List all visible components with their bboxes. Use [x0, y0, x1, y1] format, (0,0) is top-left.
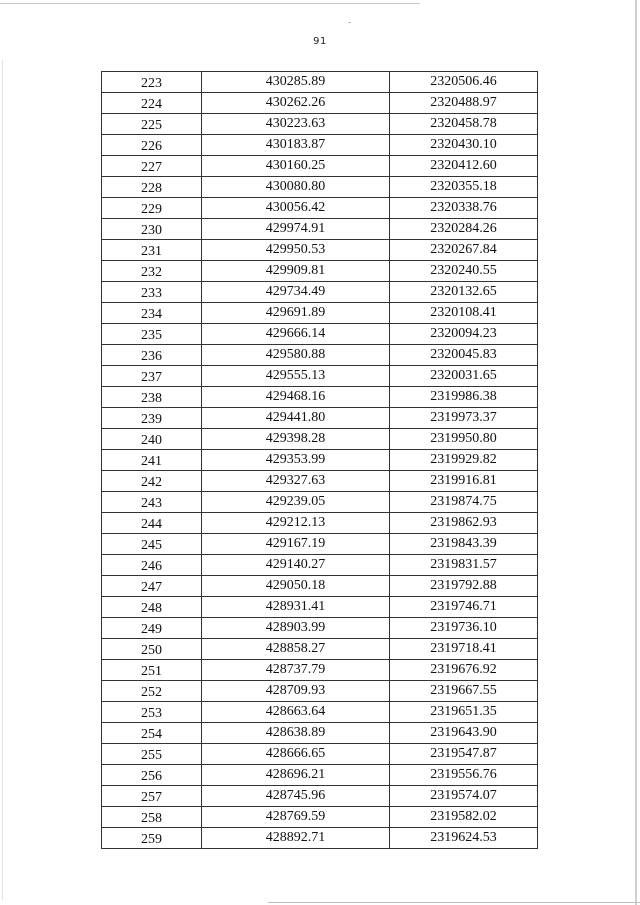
table-row — [102, 261, 538, 282]
point-number-cell: 231 — [102, 240, 202, 261]
x-coordinate-cell: 429950.53 — [202, 240, 390, 261]
y-coordinate-cell: 2319736.10 — [390, 618, 538, 639]
table-row — [102, 597, 538, 618]
x-coordinate-cell: 429734.49 — [202, 282, 390, 303]
x-coordinate-cell: 428892.71 — [202, 828, 390, 849]
x-coordinate-cell: 429691.89 — [202, 303, 390, 324]
point-number-cell: 254 — [102, 723, 202, 744]
table-row — [102, 408, 538, 429]
y-coordinate-cell: 2319973.37 — [390, 408, 538, 429]
point-number-cell: 255 — [102, 744, 202, 765]
scan-border-left — [2, 60, 3, 900]
x-coordinate-cell: 428931.41 — [202, 597, 390, 618]
x-coordinate-cell: 430223.63 — [202, 114, 390, 135]
point-number-cell: 234 — [102, 303, 202, 324]
y-coordinate-cell: 2320267.84 — [390, 240, 538, 261]
point-number-cell: 247 — [102, 576, 202, 597]
point-number-cell: 249 — [102, 618, 202, 639]
x-coordinate-cell: 428745.96 — [202, 786, 390, 807]
x-coordinate-cell: 429353.99 — [202, 450, 390, 471]
x-coordinate-cell: 429555.13 — [202, 366, 390, 387]
y-coordinate-cell: 2319929.82 — [390, 450, 538, 471]
x-coordinate-cell: 429167.19 — [202, 534, 390, 555]
point-number-cell: 250 — [102, 639, 202, 660]
x-coordinate-cell: 430285.89 — [202, 72, 390, 93]
point-number-cell: 253 — [102, 702, 202, 723]
y-coordinate-cell: 2320045.83 — [390, 345, 538, 366]
point-number-cell: 246 — [102, 555, 202, 576]
scan-border-bottom — [268, 902, 640, 903]
x-coordinate-cell: 429140.27 — [202, 555, 390, 576]
table-row — [102, 387, 538, 408]
table-row — [102, 198, 538, 219]
y-coordinate-cell: 2319986.38 — [390, 387, 538, 408]
y-coordinate-cell: 2319547.87 — [390, 744, 538, 765]
y-coordinate-cell: 2320458.78 — [390, 114, 538, 135]
table-row — [102, 576, 538, 597]
y-coordinate-cell: 2319624.53 — [390, 828, 538, 849]
table-row — [102, 681, 538, 702]
x-coordinate-cell: 429441.80 — [202, 408, 390, 429]
table-row — [102, 240, 538, 261]
x-coordinate-cell: 428663.64 — [202, 702, 390, 723]
y-coordinate-cell: 2320031.65 — [390, 366, 538, 387]
y-coordinate-cell: 2320412.60 — [390, 156, 538, 177]
scan-speck — [348, 22, 351, 23]
y-coordinate-cell: 2319950.80 — [390, 429, 538, 450]
coordinates-table — [101, 71, 538, 849]
point-number-cell: 224 — [102, 93, 202, 114]
table-row — [102, 450, 538, 471]
table-row — [102, 513, 538, 534]
table-row — [102, 639, 538, 660]
point-number-cell: 241 — [102, 450, 202, 471]
point-number-cell: 230 — [102, 219, 202, 240]
point-number-cell: 245 — [102, 534, 202, 555]
x-coordinate-cell: 428696.21 — [202, 765, 390, 786]
point-number-cell: 235 — [102, 324, 202, 345]
x-coordinate-cell: 429398.28 — [202, 429, 390, 450]
x-coordinate-cell: 429580.88 — [202, 345, 390, 366]
table-row — [102, 765, 538, 786]
point-number-cell: 228 — [102, 177, 202, 198]
coordinates-table-body — [102, 72, 538, 849]
point-number-cell: 237 — [102, 366, 202, 387]
table-row — [102, 723, 538, 744]
point-number-cell: 252 — [102, 681, 202, 702]
point-number-cell: 227 — [102, 156, 202, 177]
table-row — [102, 429, 538, 450]
y-coordinate-cell: 2320094.23 — [390, 324, 538, 345]
y-coordinate-cell: 2319556.76 — [390, 765, 538, 786]
y-coordinate-cell: 2320488.97 — [390, 93, 538, 114]
x-coordinate-cell: 429666.14 — [202, 324, 390, 345]
point-number-cell: 240 — [102, 429, 202, 450]
x-coordinate-cell: 428638.89 — [202, 723, 390, 744]
y-coordinate-cell: 2320284.26 — [390, 219, 538, 240]
y-coordinate-cell: 2319582.02 — [390, 807, 538, 828]
y-coordinate-cell: 2319746.71 — [390, 597, 538, 618]
x-coordinate-cell: 428903.99 — [202, 618, 390, 639]
point-number-cell: 248 — [102, 597, 202, 618]
point-number-cell: 244 — [102, 513, 202, 534]
table-row — [102, 324, 538, 345]
table-row — [102, 282, 538, 303]
table-row — [102, 471, 538, 492]
x-coordinate-cell: 428737.79 — [202, 660, 390, 681]
x-coordinate-cell: 429468.16 — [202, 387, 390, 408]
table-row — [102, 786, 538, 807]
y-coordinate-cell: 2319718.41 — [390, 639, 538, 660]
scan-border-top — [0, 3, 420, 4]
table-row — [102, 93, 538, 114]
table-row — [102, 72, 538, 93]
y-coordinate-cell: 2319667.55 — [390, 681, 538, 702]
x-coordinate-cell: 430183.87 — [202, 135, 390, 156]
point-number-cell: 225 — [102, 114, 202, 135]
y-coordinate-cell: 2319574.07 — [390, 786, 538, 807]
x-coordinate-cell: 429974.91 — [202, 219, 390, 240]
y-coordinate-cell: 2319862.93 — [390, 513, 538, 534]
x-coordinate-cell: 429212.13 — [202, 513, 390, 534]
scan-border-right — [635, 0, 637, 905]
point-number-cell: 256 — [102, 765, 202, 786]
x-coordinate-cell: 429327.63 — [202, 471, 390, 492]
x-coordinate-cell: 428709.93 — [202, 681, 390, 702]
y-coordinate-cell: 2319874.75 — [390, 492, 538, 513]
x-coordinate-cell: 428858.27 — [202, 639, 390, 660]
y-coordinate-cell: 2319831.57 — [390, 555, 538, 576]
point-number-cell: 258 — [102, 807, 202, 828]
x-coordinate-cell: 430262.26 — [202, 93, 390, 114]
y-coordinate-cell: 2319843.39 — [390, 534, 538, 555]
y-coordinate-cell: 2319792.88 — [390, 576, 538, 597]
table-row — [102, 702, 538, 723]
x-coordinate-cell: 430080.80 — [202, 177, 390, 198]
x-coordinate-cell: 430056.42 — [202, 198, 390, 219]
point-number-cell: 229 — [102, 198, 202, 219]
y-coordinate-cell: 2319676.92 — [390, 660, 538, 681]
table-row — [102, 366, 538, 387]
page-number: 91 — [313, 36, 327, 47]
table-row — [102, 345, 538, 366]
point-number-cell: 259 — [102, 828, 202, 849]
table-row — [102, 177, 538, 198]
table-row — [102, 303, 538, 324]
y-coordinate-cell: 2320430.10 — [390, 135, 538, 156]
x-coordinate-cell: 428666.65 — [202, 744, 390, 765]
y-coordinate-cell: 2320338.76 — [390, 198, 538, 219]
x-coordinate-cell: 429239.05 — [202, 492, 390, 513]
x-coordinate-cell: 430160.25 — [202, 156, 390, 177]
point-number-cell: 223 — [102, 72, 202, 93]
table-row — [102, 828, 538, 849]
x-coordinate-cell: 428769.59 — [202, 807, 390, 828]
y-coordinate-cell: 2320506.46 — [390, 72, 538, 93]
table-row — [102, 744, 538, 765]
table-row — [102, 660, 538, 681]
point-number-cell: 238 — [102, 387, 202, 408]
y-coordinate-cell: 2320132.65 — [390, 282, 538, 303]
y-coordinate-cell: 2319643.90 — [390, 723, 538, 744]
x-coordinate-cell: 429050.18 — [202, 576, 390, 597]
y-coordinate-cell: 2320240.55 — [390, 261, 538, 282]
table-row — [102, 807, 538, 828]
point-number-cell: 236 — [102, 345, 202, 366]
table-row — [102, 618, 538, 639]
point-number-cell: 226 — [102, 135, 202, 156]
table-row — [102, 135, 538, 156]
y-coordinate-cell: 2319651.35 — [390, 702, 538, 723]
table-row — [102, 492, 538, 513]
y-coordinate-cell: 2320108.41 — [390, 303, 538, 324]
point-number-cell: 251 — [102, 660, 202, 681]
point-number-cell: 233 — [102, 282, 202, 303]
point-number-cell: 242 — [102, 471, 202, 492]
point-number-cell: 257 — [102, 786, 202, 807]
x-coordinate-cell: 429909.81 — [202, 261, 390, 282]
table-row — [102, 156, 538, 177]
table-row — [102, 114, 538, 135]
table-row — [102, 219, 538, 240]
y-coordinate-cell: 2319916.81 — [390, 471, 538, 492]
point-number-cell: 243 — [102, 492, 202, 513]
table-row — [102, 555, 538, 576]
table-row — [102, 534, 538, 555]
y-coordinate-cell: 2320355.18 — [390, 177, 538, 198]
point-number-cell: 239 — [102, 408, 202, 429]
point-number-cell: 232 — [102, 261, 202, 282]
